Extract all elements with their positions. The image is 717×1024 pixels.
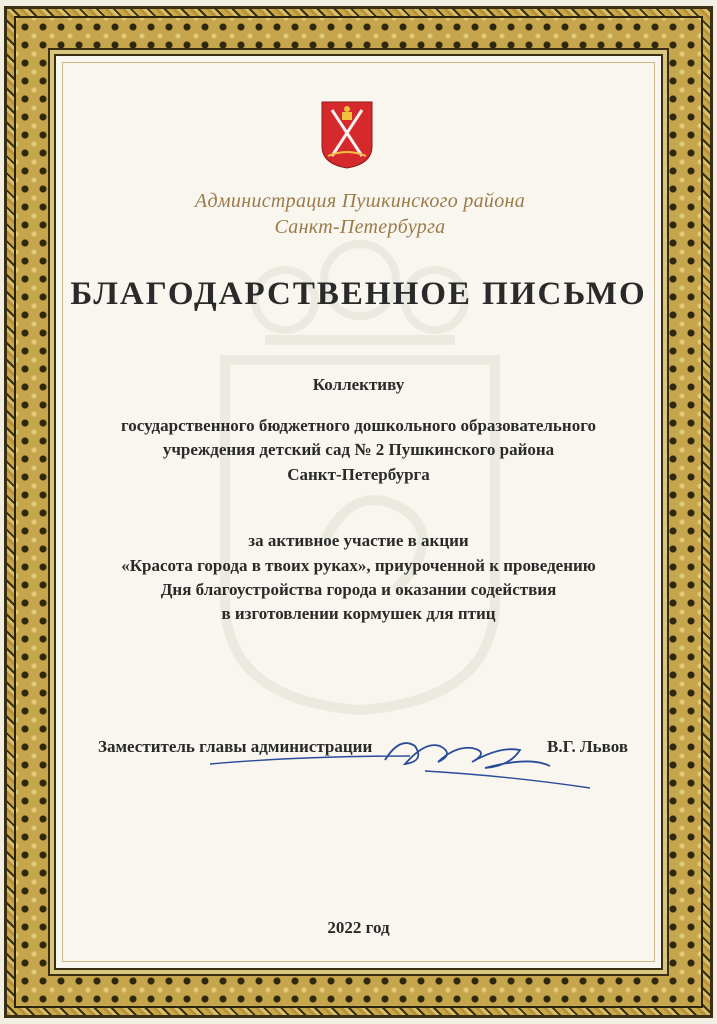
saint-petersburg-coat-of-arms-icon xyxy=(320,98,374,170)
document-title: БЛАГОДАРСТВЕННОЕ ПИСЬМО xyxy=(70,276,647,312)
administration-city: Санкт-Петербурга xyxy=(274,216,446,238)
issue-year: 2022 год xyxy=(327,918,390,937)
handwritten-signature xyxy=(210,716,610,796)
recipient-line-1: Коллективу xyxy=(312,375,405,394)
signatory-position: Заместитель главы администрации xyxy=(98,737,373,756)
reason-line-3: Дня благоустройства города и оказании содействия xyxy=(160,580,557,599)
reason-line-4: в изготовлении кормушек для птиц xyxy=(221,604,496,623)
reason-line-2: «Красота города в твоих руках», приуроченной к проведению xyxy=(121,556,596,575)
administration-name: Администрация Пушкинского района xyxy=(194,190,526,212)
recipient-line-3: учреждения детский сад № 2 Пушкинского района xyxy=(162,440,555,459)
signatory-name: В.Г. Львов xyxy=(547,737,628,756)
recipient-line-2: государственного бюджетного дошкольного образовательного xyxy=(120,416,596,435)
reason-line-1: за активное участие в акции xyxy=(248,531,469,550)
recipient-line-4: Санкт-Петербурга xyxy=(287,465,430,484)
